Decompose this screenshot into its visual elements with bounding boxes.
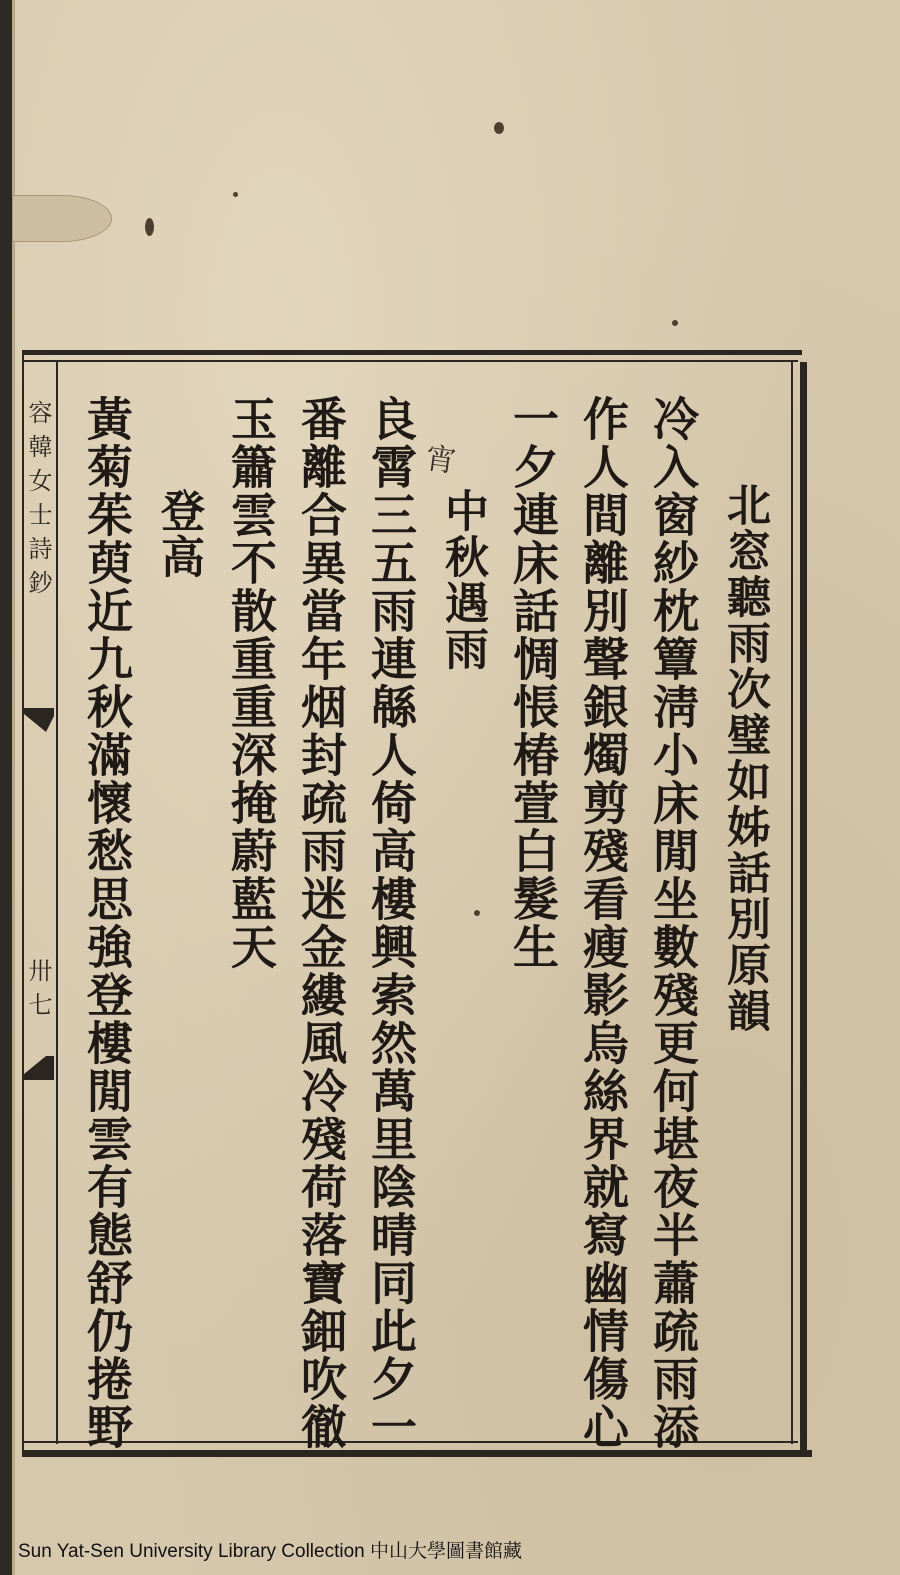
poem-title: 北窓聽雨次璧如姊話別原韻 bbox=[719, 482, 770, 1034]
handwritten-correction: 宵 bbox=[423, 441, 458, 480]
poem-line: 冷入窗紗枕簟淸小床閒坐數殘更何堪夜半蕭疏雨添 bbox=[646, 395, 700, 1451]
margin-column-rule bbox=[56, 362, 58, 1444]
frame-border-bottom bbox=[22, 1450, 812, 1457]
fish-tail-marker-upper bbox=[24, 708, 54, 732]
poem-title: 登高 bbox=[153, 488, 204, 580]
wormhole-spot bbox=[233, 192, 238, 197]
poem-line: 作人間離別聲銀燭剪殘看瘦影烏絲界就寫幽情傷心 bbox=[576, 395, 630, 1451]
poem-line: 良霄三五雨連緜人倚高樓興索然萬里陰晴同此夕一 bbox=[364, 395, 418, 1451]
frame-border-top bbox=[22, 350, 802, 355]
page-tear bbox=[12, 195, 112, 242]
wormhole-spot bbox=[145, 218, 154, 236]
frame-border-right-inner bbox=[791, 362, 793, 1444]
poem-line: 一夕連床話惆悵椿萱白髮生 bbox=[506, 395, 560, 971]
library-watermark: Sun Yat-Sen University Library Collection 中山大學圖書館藏 bbox=[18, 1541, 523, 1562]
frame-border-top-inner bbox=[22, 360, 798, 362]
poem-line: 玉簫雲不散重重深掩蔚藍天 bbox=[224, 395, 278, 971]
poem-line: 番離合異當年烟封疏雨迷金縷風冷殘荷落寶鈿吹徹 bbox=[294, 395, 348, 1451]
wormhole-spot bbox=[494, 122, 504, 134]
wormhole-spot bbox=[474, 910, 480, 916]
wormhole-spot bbox=[672, 320, 678, 326]
margin-book-title: 容韓女士詩鈔 bbox=[24, 400, 52, 604]
margin-page-number: 卅七 bbox=[24, 958, 52, 1026]
fish-tail-marker-lower bbox=[24, 1056, 54, 1080]
poem-line: 黃菊茱萸近九秋滿懷愁思強登樓閒雲有態舒仍捲野 bbox=[80, 395, 134, 1451]
poem-title: 中秋遇雨 bbox=[437, 488, 488, 672]
frame-border-right bbox=[800, 362, 807, 1457]
